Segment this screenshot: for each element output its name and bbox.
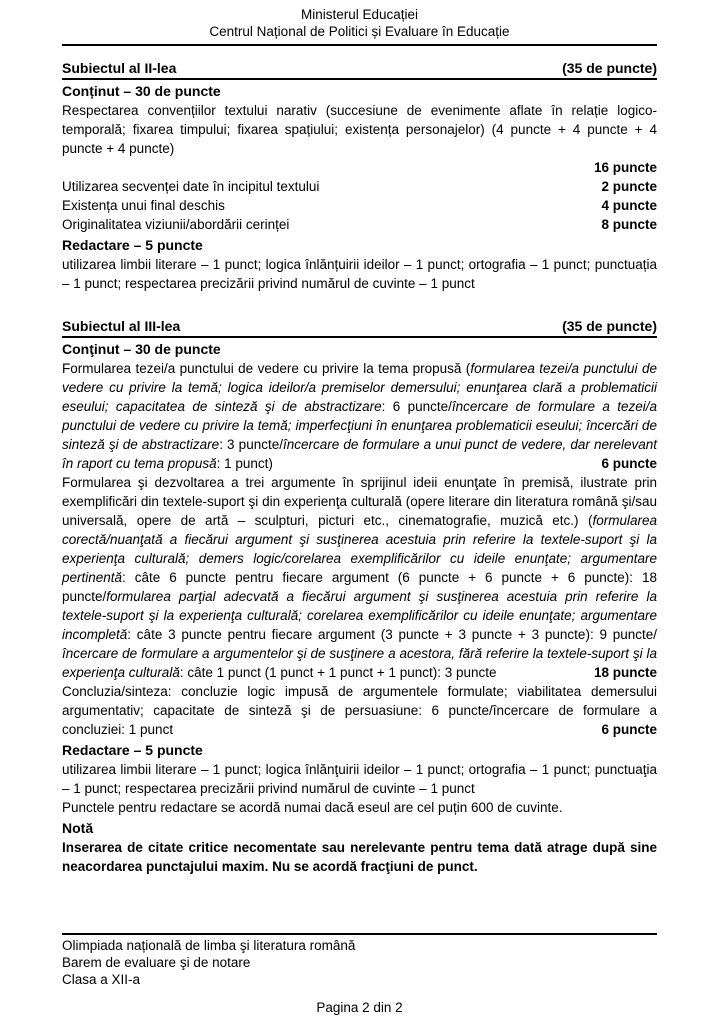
subject-2-points: (35 de puncte) [562,60,657,76]
criterion-argumente-paragraph [62,473,657,682]
text-segment: Formularea şi dezvoltarea a trei argumente în sprijinul ideii enunţate în premisă, ilustrate prin exemplificări din textele-suport şi din experienţa culturală (opere literare din literatura română şi/sau universală, opere de artă – sculpturi, picturi etc., cinematografie, muzică etc.) ( [62,475,657,528]
page-footer [62,933,657,1024]
text-segment: : câte 3 puncte pentru fiecare argument (3 puncte + 3 puncte + 3 puncte): 9 puncte/ [127,627,657,642]
criterion-originalitate [62,215,657,234]
text-segment: : câte 6 puncte pentru fiecare argument (6 puncte + 6 puncte + 6 puncte): 18 puncte/ [62,570,657,604]
page-header [62,7,657,46]
text-segment-italic: formularea corectă/nuanţată a fiecărui argument şi susţinerea acestuia prin referire la textele-suport şi la experienţa culturală; demers logic/corelarea exemplificărilor cu ideile enunţate; argumentare pertinentă [62,513,657,585]
text-segment: Formularea tezei/a punctului de vedere cu privire la tema propusă ( [62,361,471,376]
subject-3-points: (35 de puncte) [562,318,657,334]
text-segment-italic: formularea parţial adecvată a fiecărui argument şi susţinerea acestuia prin referire la textele-suport şi la experienţa culturală; corelarea exemplificărilor cu ideile enunţate; argumentare incompletă [62,589,657,642]
criterion-points: 18 puncte [588,663,657,682]
header-divider [62,44,657,46]
text-segment: : 3 puncte/ [219,437,283,452]
subject-3-content-heading: Conţinut – 30 de puncte [62,341,221,357]
criterion-label: Existența unui final deschis [62,198,225,213]
subject-3-title: Subiectul al III-lea [62,318,181,334]
subject-3-section [62,317,657,876]
footer-barem: Barem de evaluare şi de notare [62,955,251,970]
nota-heading: Notă [62,820,94,836]
criterion-points: 8 puncte [601,217,657,232]
subject-2-section [62,59,657,293]
subject-3-redactare-heading: Redactare – 5 puncte [62,742,203,758]
subject-2-redactare-text: utilizarea limbii literare – 1 punct; logica înlănțuirii ideilor – 1 punct; ortografia – 1 punct; punctuația – 1 punct; respectarea precizării privind numărul de cuvinte – 1 punct [62,257,657,291]
criterion-concluzia-paragraph [62,682,657,739]
criterion-points: 6 puncte [595,454,657,473]
subject-2-redactare-heading: Redactare – 5 puncte [62,237,203,253]
text-segment-italic: formularea tezei/a punctului de vedere cu privire la temă; logica ideilor/a premiselor demersului; enunţarea clară a problematicii eseului; capacitatea de sinteză şi de abstractizare [62,361,657,414]
criterion-teza-paragraph [62,359,657,473]
nota-text: Inserarea de citate critice necomentate sau nerelevante pentru tema dată atrage după sine neacordarea punctajului maxim. Nu se acordă fracţiuni de punct. [62,840,657,874]
text-segment-italic: încercare de formulare a tezei/a punctului de vedere cu privire la temă; imperfecţiuni în enunţarea problematicii eseului; încercări de sinteză şi de abstractizare [62,399,657,452]
text-segment-italic: încercare de formulare a unui punct de vedere, dar nerelevant în raport cu tema propusă [62,437,657,471]
criterion-text: Respectarea convențiilor textului narativ (succesiune de evenimente aflate în relație logico-temporală; fixarea timpului; fixarea spațiului; existența personajelor) (4 puncte + 4 puncte + 4 puncte + 4 puncte) [62,103,657,156]
subject-3-redactare-text: utilizarea limbii literare – 1 punct; logica înlănţuirii ideilor – 1 punct; ortografia – 1 punct; punctuaţia – 1 punct; respectarea precizării privind numărul de cuvinte – 1 punct [62,762,657,796]
criterion-label: Utilizarea secvenței date în incipitul textului [62,179,320,194]
criterion-final-deschis [62,196,657,215]
text-segment: : câte 1 punct (1 punct + 1 punct + 1 punct): 3 puncte [179,665,497,680]
subject-2-heading [62,59,657,80]
criterion-narrative-conventions [62,101,657,177]
footer-divider [62,933,657,935]
header-ministry: Ministerul Educației [300,7,419,22]
header-center: Centrul Național de Politici și Evaluare în Educație [209,23,510,39]
criterion-points: 4 puncte [601,198,657,213]
subject-3-redactare-note: Punctele pentru redactare se acordă numai dacă eseul are cel puțin 600 de cuvinte. [62,800,563,815]
page-number: Pagina 2 din 2 [316,1000,403,1015]
subject-3-heading [62,317,657,338]
footer-olympiad: Olimpiada națională de limba şi literatura română [62,938,356,953]
criterion-label: Originalitatea viziunii/abordării cerinței [62,217,290,232]
criterion-points: 6 puncte [595,720,657,739]
criterion-points: 2 puncte [601,179,657,194]
footer-class: Clasa a XII-a [62,972,141,987]
criterion-points: 16 puncte [593,160,657,175]
subject-2-title: Subiectul al II-lea [62,60,177,76]
text-segment: Concluzia/sinteza: concluzie logic impusă de argumentele formulate; viabilitatea demersului argumentativ; capacitate de sinteză şi de persuasiune: 6 puncte/încercare de formulare a concluziei: 1 punct [62,684,657,737]
criterion-incipit [62,177,657,196]
subject-2-content-heading: Conținut – 30 de puncte [62,83,221,99]
text-segment: : 6 puncte/ [381,399,452,414]
text-segment-italic: încercare de formulare a argumentelor şi de susţinere a acestora, fără referire la textele-suport şi la experienţa culturală [62,646,657,680]
text-segment: : 1 punct) [216,456,273,471]
